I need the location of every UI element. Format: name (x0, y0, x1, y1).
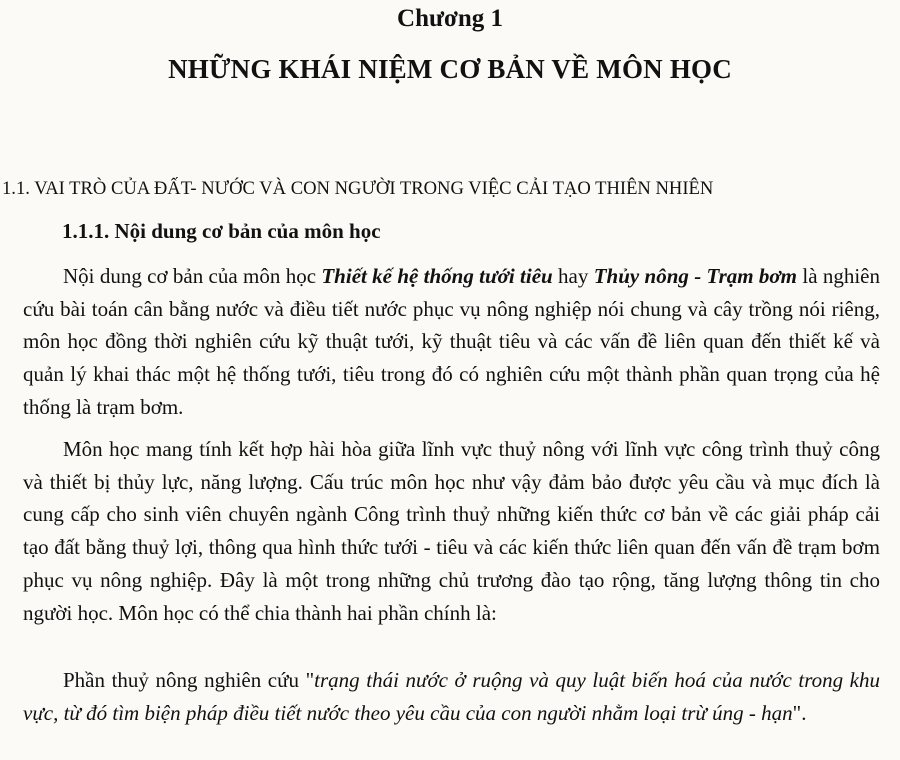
subsection-heading: 1.1.1. Nội dung cơ bản của môn học (62, 219, 381, 243)
paragraph-text: là nghiên cứu bài toán cân bằng nước và điều tiết nước phục vụ nông nghiệp nói chung và cây trồng nói riêng, môn học đồng thời nghiên cứu kỹ thuật tưới, kỹ thuật tiêu và các vấn đề liên quan đến thiết kế và quản lý khai thác một hệ thống tưới, tiêu trong đó có nghiên cứu một thành phần quan trọng của hệ thống là trạm bơm. (23, 264, 880, 419)
section-heading: 1.1. VAI TRÒ CỦA ĐẤT- NƯỚC VÀ CON NGƯỜI TRONG VIỆC CẢI TẠO THIÊN NHIÊN (2, 178, 714, 199)
quoted-definition: trạng thái nước ở ruộng và quy luật biến hoá của nước trong khu vực, từ đó tìm biện pháp điều tiết nước theo yêu cầu của con người nhằm loại trừ úng - hạn (23, 668, 881, 725)
paragraph-text: Phần thuỷ nông nghiên cứu " (63, 668, 315, 692)
paragraph-text: hay (552, 264, 594, 288)
paragraph-irrigation-part (23, 664, 880, 729)
course-name-emphasis: Thiết kế hệ thống tưới tiêu (321, 264, 553, 288)
paragraph-course-structure: Môn học mang tính kết hợp hài hòa giữa lĩnh vực thuỷ nông với lĩnh vực công trình thuỷ công và thiết bị thủy lực, năng lượng. Cấu trúc môn học như vậy đảm bảo được yêu cầu và mục đích là cung cấp cho sinh viên chuyên ngành Công trình thuỷ những kiến thức cơ bản về các giải pháp cải tạo đất bằng thuỷ lợi, thông qua hình thức tưới - tiêu và các kiến thức liên quan đến vấn đề trạm bơm phục vụ nông nghiệp. Đây là một trong những chủ trương đào tạo rộng, tăng lượng thông tin cho người học. Môn học có thể chia thành hai phần chính là: (23, 437, 880, 625)
chapter-title: NHỮNG KHÁI NIỆM CƠ BẢN VỀ MÔN HỌC (168, 54, 732, 84)
paragraph-course-content (23, 260, 880, 424)
paragraph-text: Nội dung cơ bản của môn học (63, 264, 322, 288)
chapter-label: Chương 1 (397, 5, 503, 32)
course-alt-name-emphasis: Thủy nông - Trạm bơm (593, 264, 798, 288)
paragraph-text: ". (792, 700, 807, 725)
